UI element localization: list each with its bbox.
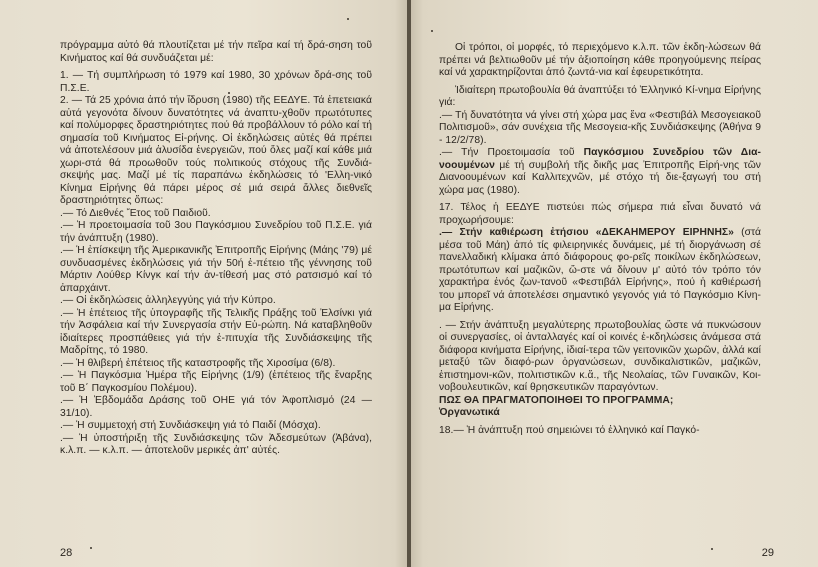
left-page bbox=[0, 0, 407, 567]
left-paragraph: .— Οἱ ἐκδηλώσεις ἀλληλεγγύης γιά τήν Κύπρο. bbox=[60, 295, 276, 306]
right-paragraph-bold: Παγκόσμιου Συνεδρίου τῶν Δια-νοουμένων bbox=[439, 147, 762, 171]
right-paragraph: 18.— Ἡ ἀνάπτυξη πού σημειώνει τό ἑλληνικό καί Παγκό- bbox=[439, 424, 700, 436]
left-paragraph: .— Ἡ ἐπέτειος τῆς ὑπογραφῆς τῆς Τελικῆς Πράξης τοῦ Ἐλσίνκι γιά τήν Ἀσφάλεια καί τήν Συνεργασία στήν Εὐ-ρώπη. Νά καταβληθοῦν ἰδιαίτερες προσπάθειες γιά τήν ἐ-πιτυχία τῆς Συνδιάσκεψης τῆς Μαδρίτης, τό 1980. bbox=[60, 307, 372, 356]
right-paragraph bbox=[439, 227, 761, 315]
right-page bbox=[411, 0, 818, 567]
right-page-text bbox=[439, 42, 761, 437]
right-paragraph-text: μέ τή συμβολή τῆς δικῆς μας Ἐπιτροπῆς Εἰρή-νης τῶν Διανοουμένων καί Καλλιτεχνῶν, μέ στόχο τή διε-ξαγωγή του στή χώρα μας (1980). bbox=[439, 159, 761, 196]
section-subheading: Ὀργανωτικά bbox=[439, 407, 500, 418]
right-paragraph: .— Τή δυνατότητα νά γίνει στή χώρα μας ἕνα «Φεστιβάλ Μεσογειακοῦ Πολιτισμοῦ», σάν συνέχεια τῆς Μεσογεια-κῆς Συνδιάσκεψης (Ἀθήνα 9 - 12/2/78). bbox=[439, 109, 761, 146]
right-paragraph: 17. Τέλος ἡ ΕΕΔΥΕ πιστεύει πώς σήμερα πιά εἶναι δυνατό νά προχωρήσουμε: bbox=[439, 202, 761, 226]
left-page-text bbox=[60, 40, 372, 458]
left-paragraph: .— Ἡ προετοιμασία τοῦ 3ου Παγκόσμιου Συνεδρίου τοῦ Π.Σ.Ε. γιά τήν ἀνάπτυξη (1980). bbox=[60, 220, 372, 244]
left-paragraph: .— Ἡ συμμετοχή στή Συνδιάσκεψη γιά τό Παιδί (Μόσχα). bbox=[60, 420, 321, 431]
left-paragraph: 2. — Τά 25 χρόνια ἀπό τήν ἵδρυση (1980) τῆς ΕΕΔΥΕ. Τά ἐπετειακά αὐτά γεγονότα δίνουν δυνατότητες νά ἀναπτυ-χθοῦν πρωτότυπες καί πολύμορφες δραστηριότητες πού θά προβάλλουν τό ρόλο καί τή σημασία τοῦ Κινήματος Εἰ-ρήνης. Οἱ ἐκδηλώσεις αὐτές θά πρέπει νά ἀποτελέσουν μιά ἁλυσίδα ἐνεργειῶν, πού ὅλες μαζί καί κάθε μιά χωρι-στά θά προωθοῦν τούς πολιτικούς στόχους τῆς Συνδιά-σκεψής μας. Μαζί μέ τίς παραπάνω ἐκδηλώσεις τό 'Ελλη-νικό Κίνημα Εἰρήνης θά πάρει μέρος σέ μιά σειρά ἄλλες διεθνεῖς δραστηριότητες ὅπως: bbox=[60, 95, 372, 206]
left-paragraph: πρόγραμμα αὐτό θά πλουτίζεται μέ τήν πεῖρα καί τή δρά-σηση τοῦ Κινήματος καί θά συνδυάζεται μέ: bbox=[60, 40, 372, 64]
right-paragraph-text: (στά μέσα τοῦ Μάη) ἀπό τίς φιλειρηνικές δυνάμεις, μέ τή διοργάνωση σέ πανελλαδική κλίμακα ἀπό διάφορους φο-ρεῖς ποικίλων ἐκδηλώσεων, πρωτότυπων καί μαζικῶν, ὥ-στε νά δίνουν μ' αὐτό τόν τρόπο τόν χαρακτήρα ἑνός ζων-τανοῦ «Φεστιβάλ Εἰρήνης», πού ἡ καθιέρωσή του μπορεῖ νά ἀποτελέσει σημαντικό γεγονός γιά τό Παγκόσμιο Κίνη-μα Εἰρήνης. bbox=[439, 227, 761, 313]
page-number-right: 29 bbox=[761, 547, 774, 559]
paper-speck bbox=[431, 30, 433, 32]
left-paragraph: .— Ἡ ἐπίσκεψη τῆς Ἀμερικανικῆς Ἐπιτροπῆς Εἰρήνης (Μάης '79) μέ συνδυασμένες ἐκδηλώσεις γιά τήν 50ή ἐ-πέτειο τῆς γέννησης τοῦ Μάρτιν Λούθερ Κίνγκ καί τήν ἀν-τίθεσή μας στό ρατσισμό καί τό ἀπαρχάιντ. bbox=[60, 245, 372, 294]
right-paragraph: Ἰδιαίτερη πρωτοβουλία θά ἀναπτύξει τό Ἑλληνικό Κί-νημα Εἰρήνης γιά: bbox=[439, 84, 761, 108]
right-paragraph-bold: .— Στήν καθιέρωση ἐτήσιου «ΔΕΚΑΗΜΕΡΟΥ ΕΙΡΗΝΗΣ» bbox=[439, 227, 734, 238]
right-paragraph: Οἱ τρόποι, οἱ μορφές, τό περιεχόμενο κ.λ.π. τῶν ἐκδη-λώσεων θά πρέπει νά βελτιωθοῦν μέ τήν ἀξιοποίηση κάθε προηγούμενης πείρας καί νά χαρακτηρίζονται ἀπό ζωντά-νια καί ἐφευρετικότητα. bbox=[439, 42, 761, 78]
paper-speck bbox=[228, 92, 230, 94]
left-paragraph: .— Ἡ Ἑβδομάδα Δράσης τοῦ ΟΗΕ γιά τόν Ἀφοπλισμό (24 — 31/10). bbox=[60, 395, 372, 419]
right-paragraph bbox=[439, 147, 761, 197]
paper-speck bbox=[347, 18, 349, 20]
paper-speck bbox=[711, 548, 713, 550]
page-number-left: 28 bbox=[60, 547, 73, 559]
right-paragraph-text: .— Τήν Προετοιμασία τοῦ bbox=[439, 147, 584, 158]
section-heading: ΠΩΣ ΘΑ ΠΡΑΓΜΑΤΟΠΟΙΗΘΕΙ ΤΟ ΠΡΟΓΡΑΜΜΑ; bbox=[439, 394, 674, 406]
left-paragraph: .— Ἡ Παγκόσμια Ἡμέρα τῆς Εἰρήνης (1/9) (ἐπέτειος τῆς ἔναρξης τοῦ Β΄ Παγκοσμίου Πολέμου). bbox=[60, 370, 372, 394]
paper-speck bbox=[90, 547, 92, 549]
right-paragraph: . — Στήν ἀνάπτυξη μεγαλύτερης πρωτοβουλίας ὥστε νά πυκνώσουν οἱ συνεργασίες, οἱ ἀνταλλαγές καί οἱ κοινές ἐ-κδηλώσεις ἀνάμεσα στά διάφορα κινήματα Εἰρήνης, ἰδιαί-τερα τῶν γειτονικῶν χωρῶν, ἀλλά καί μεταξύ τῶν διαφό-ρων ὀργανώσεων, συνδικαλιστικῶν, μαζικῶν, ἐπιστημονι-κῶν, πολιτιστικῶν κ.ἄ., τῆς Νεολαίας, τῶν Γυναικῶν, Κοι-νοβουλευτικῶν, καί θρησκευτικῶν παραγόντων. bbox=[439, 319, 761, 393]
left-paragraph: .— Τό Διεθνές Ἔτος τοῦ Παιδιοῦ. bbox=[60, 207, 211, 219]
left-paragraph: .— Ἡ θλιβερή ἐπέτειος τῆς καταστροφῆς τῆς Χιροσίμα (6/8). bbox=[60, 357, 336, 369]
left-paragraph: .— Ἡ ὑποστήριξη τῆς Συνδιάσκεψης τῶν Ἀδεσμεύτων (Ἀβάνα), κ.λ.π. — κ.λ.π. — ἀποτελοῦν μερικές ἀπ' αὐτές. bbox=[60, 432, 372, 456]
left-paragraph: 1. — Τή συμπλήρωση τό 1979 καί 1980, 30 χρόνων δρά-σης τοῦ Π.Σ.Ε. bbox=[60, 70, 372, 94]
